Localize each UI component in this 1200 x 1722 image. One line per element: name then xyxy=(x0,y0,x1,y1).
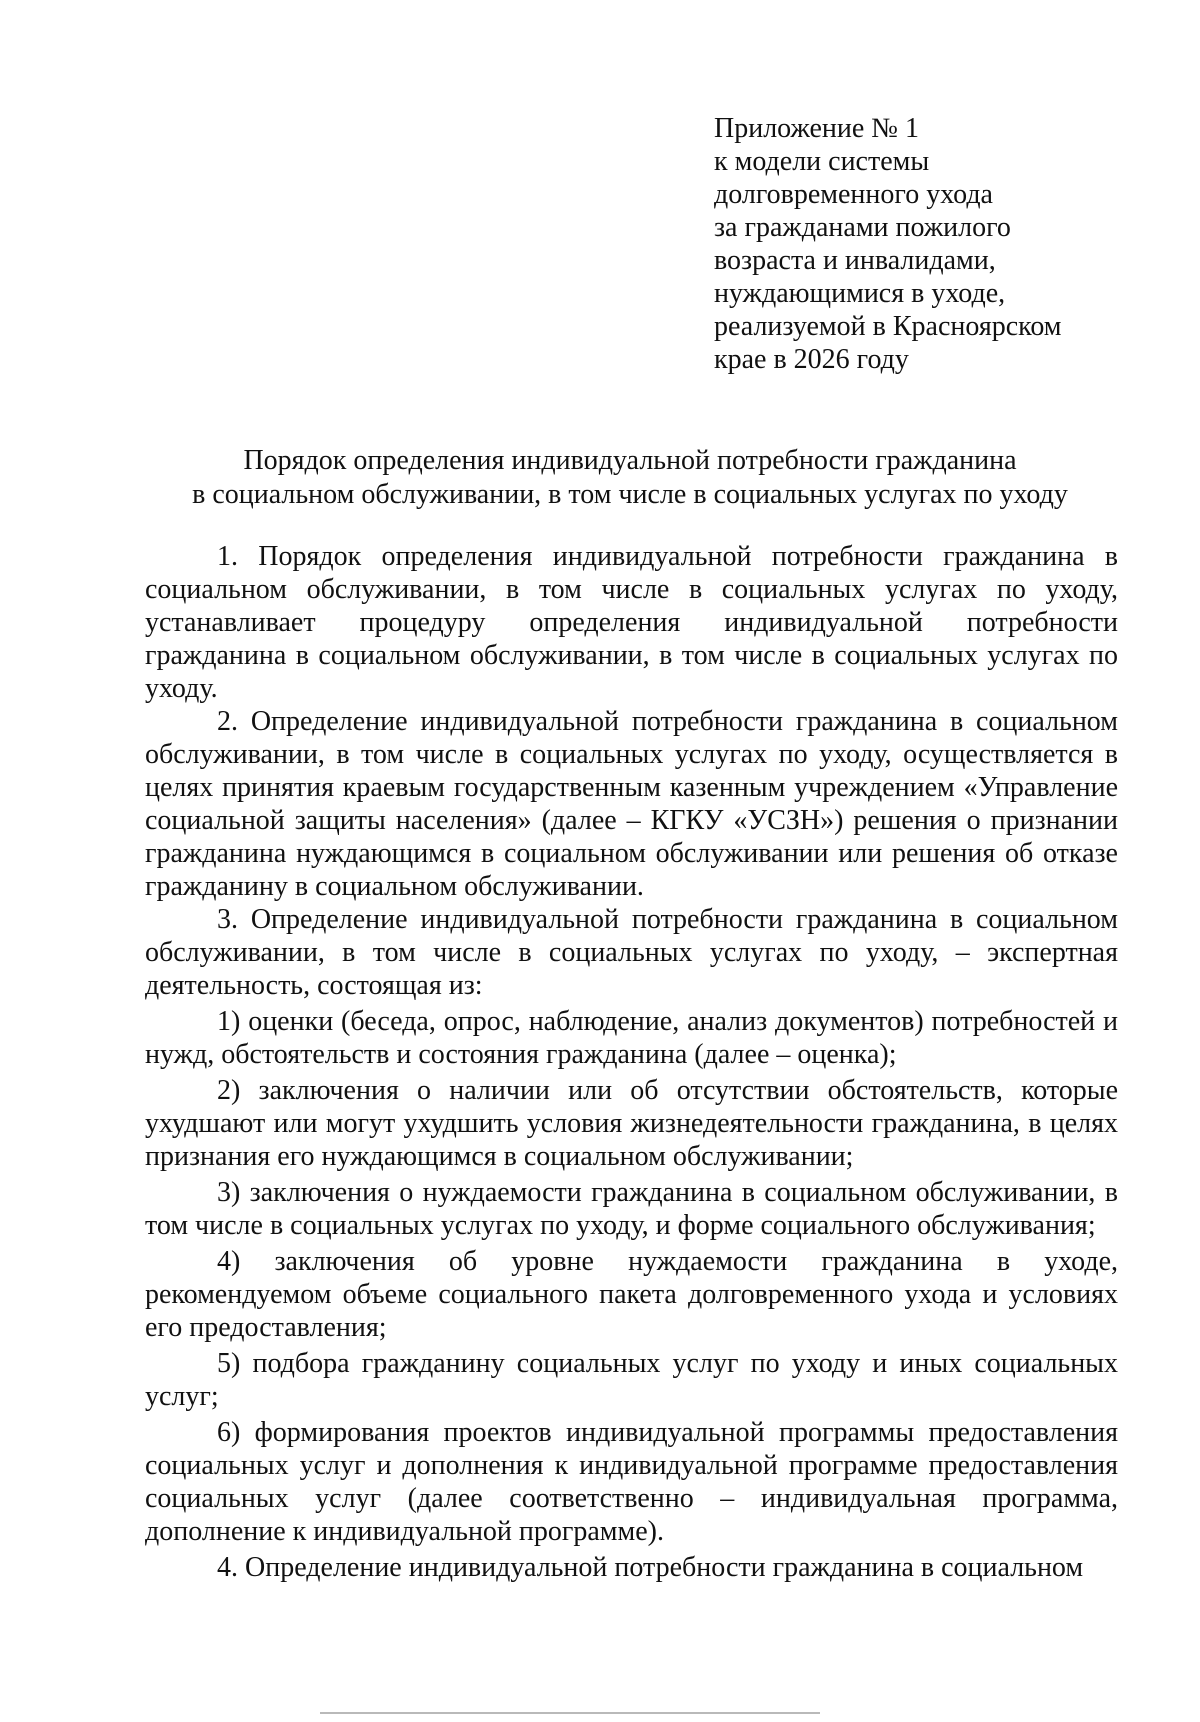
appendix-header xyxy=(714,112,1154,376)
list-item-4: 4) заключения об уровне нуждаемости гражданина в уходе, рекомендуемом объеме социального пакета долговременного ухода и условиях его предоставления; xyxy=(145,1246,1118,1343)
appendix-line: реализуемой в Красноярском xyxy=(714,311,1062,342)
appendix-line: нуждающимися в уходе, xyxy=(714,278,1006,309)
appendix-line: крае в 2026 году xyxy=(714,344,909,375)
paragraph-2: 2. Определение индивидуальной потребности гражданина в социальном обслуживании, в том числе в социальных услугах по уходу, осуществляется в целях принятия краевым государственным казенным учреждением «Управление социальной защиты населения» (далее – КГКУ «УСЗН») решения о признании гражданина нуждающимся в социальном обслуживании или решения об отказе гражданину в социальном обслуживании. xyxy=(145,706,1118,902)
list-item-5: 5) подбора гражданину социальных услуг по уходу и иных социальных услуг; xyxy=(145,1348,1118,1412)
page-bottom-divider xyxy=(320,1712,820,1714)
list-item-1: 1) оценки (беседа, опрос, наблюдение, анализ документов) потребностей и нужд, обстоятельств и состояния гражданина (далее – оценка); xyxy=(145,1006,1118,1070)
appendix-line: Приложение № 1 xyxy=(714,113,919,144)
paragraph-3: 3. Определение индивидуальной потребности гражданина в социальном обслуживании, в том числе в социальных услугах по уходу, – экспертная деятельность, состоящая из: xyxy=(145,904,1118,1001)
list-item-2: 2) заключения о наличии или об отсутствии обстоятельств, которые ухудшают или могут ухудшить условия жизнедеятельности гражданина, в целях признания его нуждающимся в социальном обслуживании; xyxy=(145,1075,1118,1172)
list-item-3: 3) заключения о нуждаемости гражданина в социальном обслуживании, в том числе в социальных услугах по уходу, и форме социального обслуживания; xyxy=(145,1177,1118,1241)
appendix-line: к модели системы xyxy=(714,146,930,177)
title-line-2: в социальном обслуживании, в том числе в социальных услугах по уходу xyxy=(192,479,1068,510)
document-body xyxy=(145,540,1118,1584)
paragraph-4: 4. Определение индивидуальной потребности гражданина в социальном xyxy=(217,1552,1084,1583)
appendix-line: возраста и инвалидами, xyxy=(714,245,996,276)
list-item-6: 6) формирования проектов индивидуальной программы предоставления социальных услуг и дополнения к индивидуальной программе предоставления социальных услуг (далее соответственно – индивидуальная программа, дополнение к индивидуальной программе). xyxy=(145,1417,1118,1547)
title-line-1: Порядок определения индивидуальной потребности гражданина xyxy=(243,445,1017,476)
appendix-line: за гражданами пожилого xyxy=(714,212,1011,243)
document-title xyxy=(140,444,1120,512)
paragraph-1: 1. Порядок определения индивидуальной потребности гражданина в социальном обслуживании, в том числе в социальных услугах по уходу, устанавливает процедуру определения индивидуальной потребности гражданина в социальном обслуживании, в том числе в социальных услугах по уходу. xyxy=(145,541,1118,704)
appendix-line: долговременного ухода xyxy=(714,179,993,210)
